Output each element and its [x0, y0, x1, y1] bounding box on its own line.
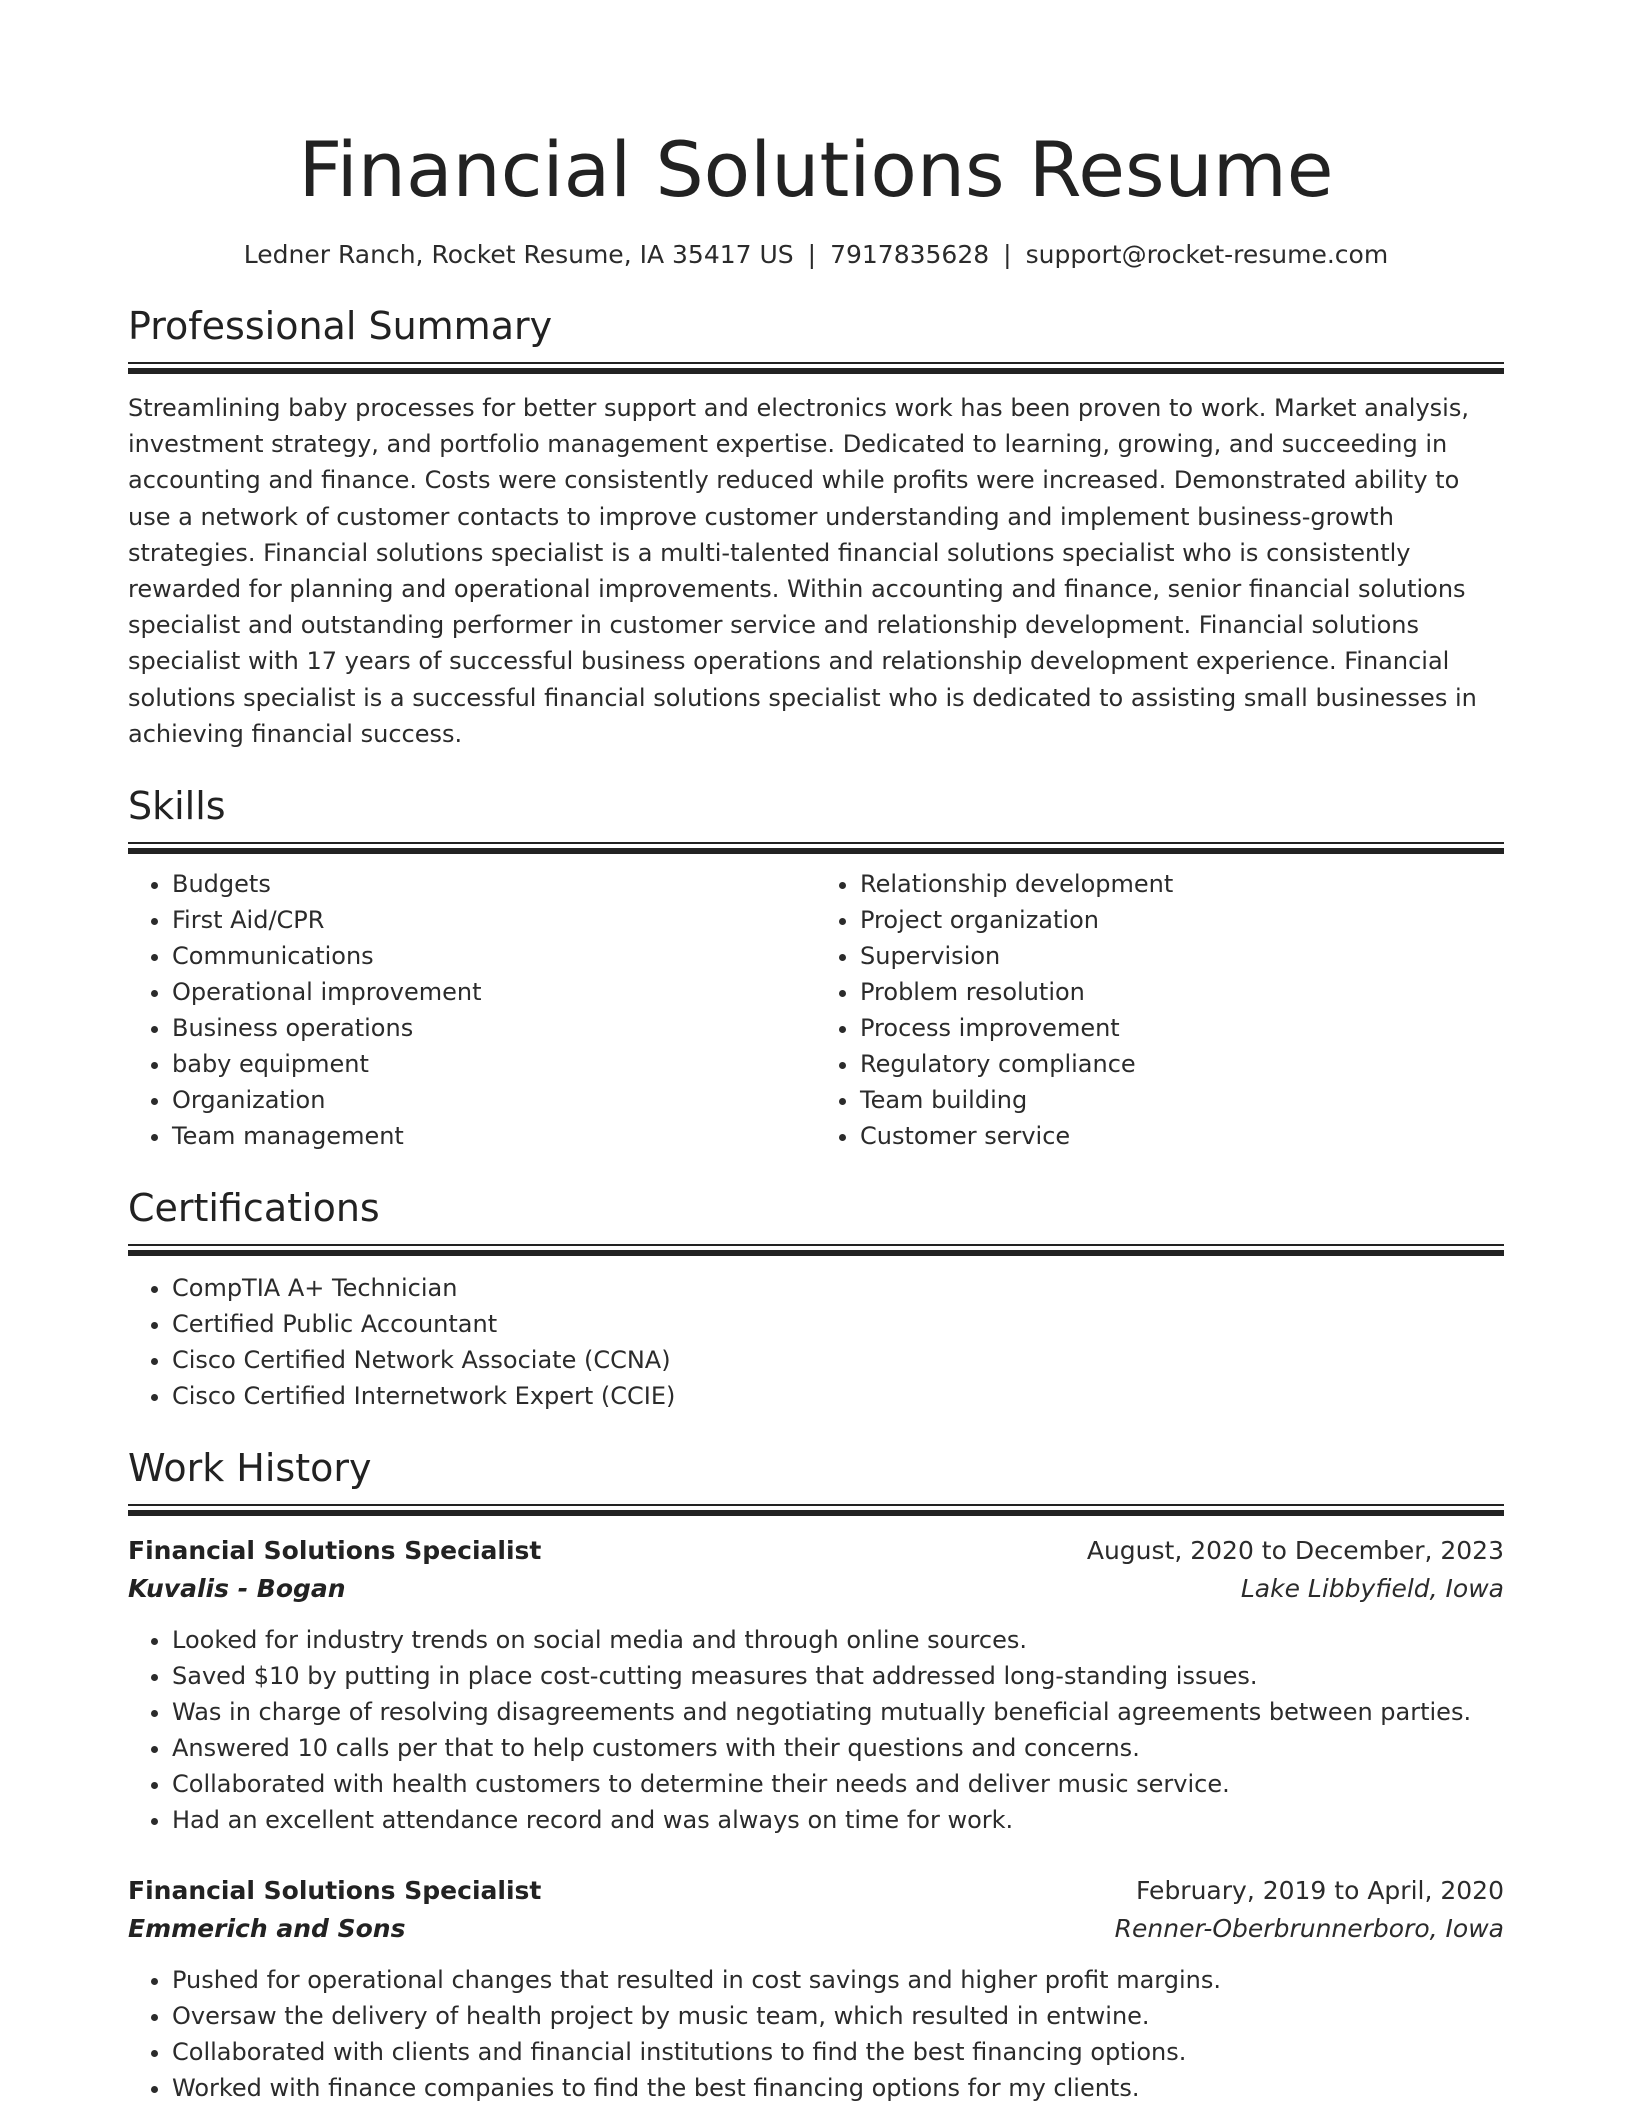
- job-title: Financial Solutions Specialist: [128, 1876, 542, 1906]
- job-location: Renner-Oberbrunnerboro, Iowa: [1114, 1914, 1504, 1944]
- skill-item: • Communications: [172, 938, 816, 974]
- section-heading-skills: Skills: [128, 784, 226, 829]
- job-duty-item: • Pushed for operational changes that resulted in cost savings and higher profit margins.: [172, 1962, 1504, 1998]
- job-location: Lake Libbyfield, Iowa: [1240, 1574, 1504, 1604]
- page-title: Financial Solutions Resume: [298, 125, 1334, 214]
- section-divider: [128, 1244, 1504, 1254]
- skill-item: • Customer service: [860, 1118, 1504, 1154]
- skill-item: • Relationship development: [860, 866, 1504, 902]
- job-header-row: [128, 1532, 1504, 1570]
- skill-item: • Organization: [172, 1082, 816, 1118]
- section-skills: [128, 782, 1504, 1154]
- job-duty-item: • Was in charge of resolving disagreements and negotiating mutually beneficial agreements between parties.: [172, 1694, 1504, 1730]
- section-work-history: [128, 1444, 1504, 2106]
- skill-item: • Budgets: [172, 866, 816, 902]
- contact-separator: |: [1003, 240, 1012, 269]
- job-duties-list: [128, 1622, 1504, 1838]
- job-header-row: [128, 1872, 1504, 1910]
- skill-item: • Process improvement: [860, 1010, 1504, 1046]
- skill-item: • Problem resolution: [860, 974, 1504, 1010]
- section-divider: [128, 362, 1504, 372]
- skills-columns: [128, 866, 1504, 1154]
- certification-item: • Certified Public Accountant: [172, 1306, 1504, 1342]
- job-duty-item: • Collaborated with clients and financial institutions to find the best financing options.: [172, 2034, 1504, 2070]
- certifications-list: [128, 1270, 1504, 1414]
- job-entry: [128, 1872, 1504, 2106]
- job-company: Emmerich and Sons: [128, 1914, 406, 1944]
- skills-list-left: [128, 866, 816, 1154]
- certification-item: • CompTIA A+ Technician: [172, 1270, 1504, 1306]
- section-heading-summary: Professional Summary: [128, 304, 553, 348]
- skills-list-right: [816, 866, 1504, 1154]
- section-certifications: [128, 1184, 1504, 1414]
- job-duty-item: • Collaborated with health customers to determine their needs and deliver music service.: [172, 1766, 1504, 1802]
- section-summary: [128, 302, 1504, 752]
- contact-email: support@rocket-resume.com: [1025, 240, 1389, 269]
- skill-item: • Supervision: [860, 938, 1504, 974]
- job-company: Kuvalis - Bogan: [128, 1574, 346, 1604]
- skill-item: • Operational improvement: [172, 974, 816, 1010]
- section-divider: [128, 1504, 1504, 1514]
- job-duty-item: • Saved $10 by putting in place cost-cutting measures that addressed long-standing issues.: [172, 1658, 1504, 1694]
- skill-item: • First Aid/CPR: [172, 902, 816, 938]
- skill-item: • Team building: [860, 1082, 1504, 1118]
- certification-item: • Cisco Certified Network Associate (CCNA): [172, 1342, 1504, 1378]
- certification-item: • Cisco Certified Internetwork Expert (CCIE): [172, 1378, 1504, 1414]
- section-divider: [128, 842, 1504, 852]
- job-duties-list: [128, 1962, 1504, 2106]
- skill-item: • Project organization: [860, 902, 1504, 938]
- job-duty-item: • Had an excellent attendance record and was always on time for work.: [172, 1802, 1504, 1838]
- job-title: Financial Solutions Specialist: [128, 1536, 542, 1566]
- contact-phone: 7917835628: [830, 240, 990, 269]
- job-duty-item: • Looked for industry trends on social media and through online sources.: [172, 1622, 1504, 1658]
- section-heading-certifications: Certifications: [128, 1186, 380, 1231]
- job-dates: August, 2020 to December, 2023: [1086, 1536, 1504, 1566]
- skill-item: • Team management: [172, 1118, 816, 1154]
- job-duty-item: • Worked with finance companies to find the best financing options for my clients.: [172, 2070, 1504, 2106]
- job-duty-item: • Answered 10 calls per that to help customers with their questions and concerns.: [172, 1730, 1504, 1766]
- skill-item: • Business operations: [172, 1010, 816, 1046]
- job-subheader-row: [128, 1570, 1504, 1608]
- skill-item: • Regulatory compliance: [860, 1046, 1504, 1082]
- contact-address: Ledner Ranch, Rocket Resume, IA 35417 US: [243, 240, 794, 269]
- contact-line: [128, 238, 1504, 272]
- job-subheader-row: [128, 1910, 1504, 1948]
- job-entry: [128, 1532, 1504, 1838]
- summary-text: Streamlining baby processes for better support and electronics work has been proven to work. Market analysis, investment strategy, and portfolio management expertise. Dedicated to learning, growing, and succeeding in accounting and finance. Costs were consistently reduced while profits were increased. Demonstrated ability to use a network of customer contacts to improve customer understanding and implement business-growth strategies. Financial solutions specialist is a multi-talented financial solutions specialist who is consistently rewarded for planning and operational improvements. Within accounting and finance, senior financial solutions specialist and outstanding performer in customer service and relationship development. Financial solutions specialist with 17 years of successful business operations and relationship development experience. Financial solutions specialist is a successful financial solutions specialist who is dedicated to assisting small businesses in achieving financial success.: [128, 394, 1477, 748]
- skill-item: • baby equipment: [172, 1046, 816, 1082]
- contact-separator: |: [807, 240, 817, 269]
- job-dates: February, 2019 to April, 2020: [1136, 1876, 1504, 1906]
- section-heading-work-history: Work History: [128, 1446, 372, 1491]
- job-duty-item: • Oversaw the delivery of health project by music team, which resulted in entwine.: [172, 1998, 1504, 2034]
